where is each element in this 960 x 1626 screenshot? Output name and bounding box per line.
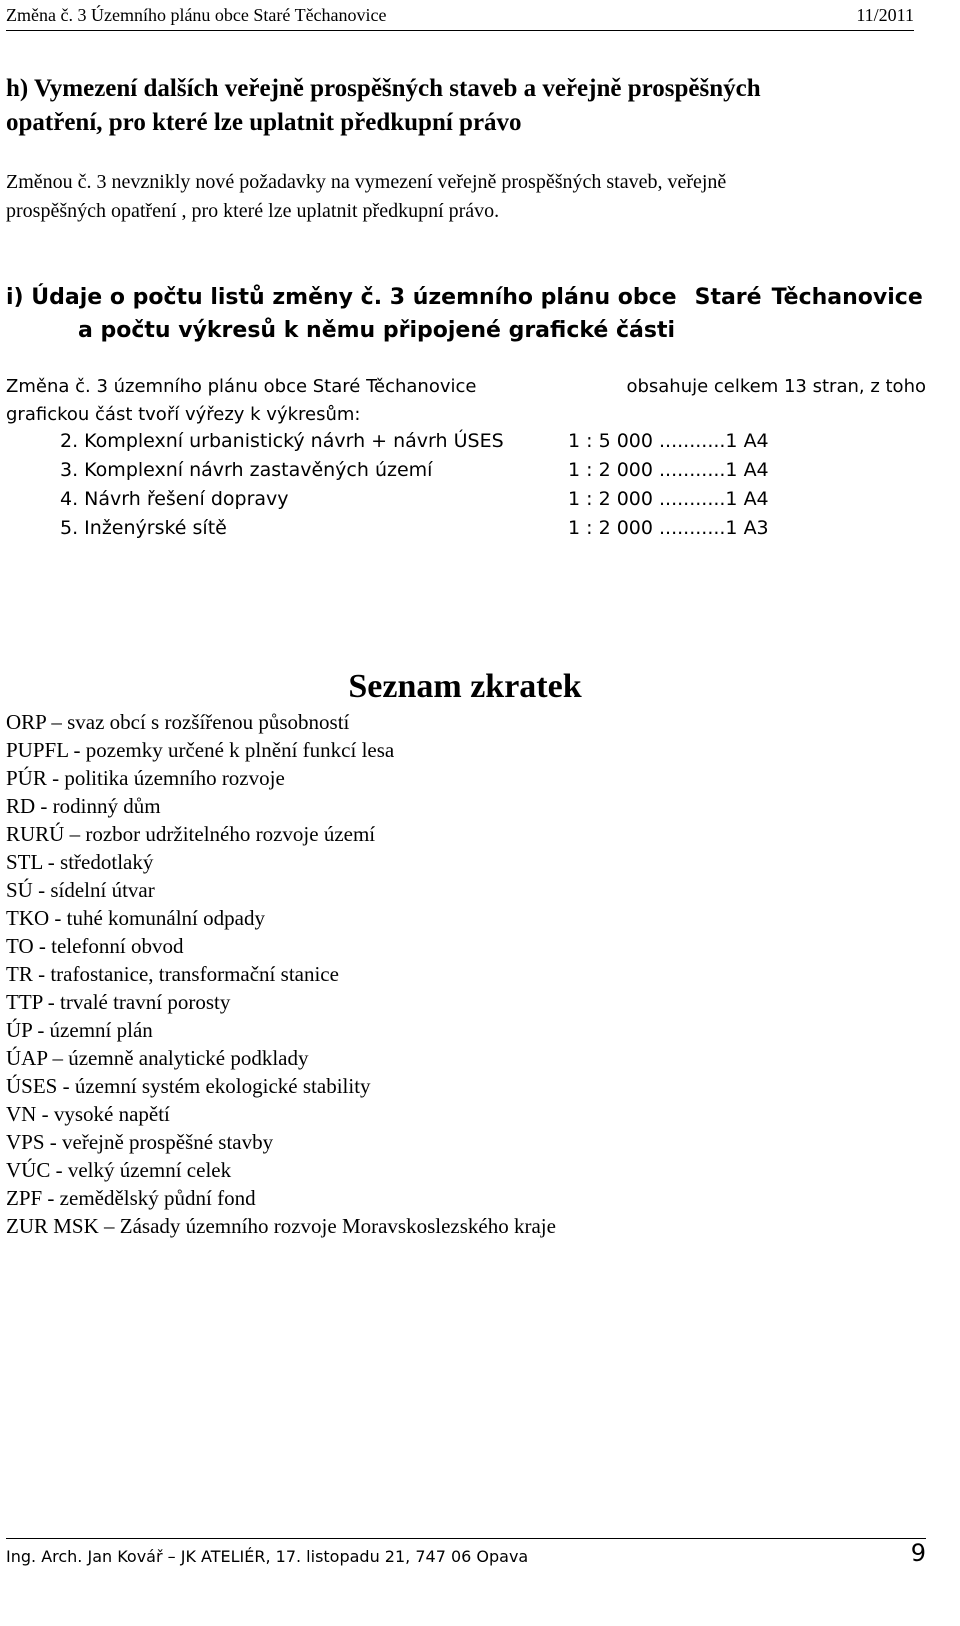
abbreviation-item: VÚC - velký územní celek xyxy=(6,1158,232,1182)
abbreviation-item: ZUR MSK – Zásady územního rozvoje Moravskoslezského kraje xyxy=(6,1214,556,1238)
abbreviation-item: ÚAP – územně analytické podklady xyxy=(6,1046,309,1070)
section-i-paragraph-line2: grafickou část tvoří výřezy k výkresům: xyxy=(6,404,361,425)
section-i-paragraph xyxy=(6,373,926,429)
page-number: 9 xyxy=(910,1539,926,1567)
abbreviations-title: Seznam zkratek xyxy=(348,668,582,705)
section-h-heading xyxy=(6,72,926,140)
abbreviation-item: TO - telefonní obvod xyxy=(6,934,184,958)
page-header xyxy=(6,4,914,31)
section-i-heading xyxy=(6,281,936,347)
drawing-item xyxy=(60,430,860,459)
abbreviation-item: TTP - trvalé travní porosty xyxy=(6,990,231,1014)
abbreviation-item: TKO - tuhé komunální odpady xyxy=(6,906,265,930)
drawing-item xyxy=(60,459,860,488)
page-footer xyxy=(6,1538,926,1579)
drawing-name: 3. Komplexní návrh zastavěných území xyxy=(60,459,433,481)
abbreviation-item: SÚ - sídelní útvar xyxy=(6,878,155,902)
abbreviation-item: ZPF - zemědělský půdní fond xyxy=(6,1186,256,1210)
abbreviation-item: RURÚ – rozbor udržitelného rozvoje území xyxy=(6,822,376,846)
drawing-scale: 1 : 5 000 ...........1 A4 xyxy=(568,430,769,452)
section-h-paragraph-line1: Změnou č. 3 nevznikly nové požadavky na vymezení veřejně prospěšných staveb, veřejně xyxy=(6,171,727,193)
section-i-part2: Staré xyxy=(694,285,762,310)
abbreviation-item: ÚP - územní plán xyxy=(6,1018,153,1042)
abbreviation-item: TR - trafostanice, transformační stanice xyxy=(6,962,339,986)
section-h-line2: opatření, pro které lze uplatnit předkupní právo xyxy=(6,109,522,136)
footer-author: Ing. Arch. Jan Kovář – JK ATELIÉR, 17. listopadu 21, 747 06 Opava xyxy=(6,1547,529,1566)
drawing-scale: 1 : 2 000 ...........1 A4 xyxy=(568,488,769,510)
section-i-paragraph-left: Změna č. 3 územního plánu obce Staré Těchanovice xyxy=(6,376,477,397)
drawing-name: 2. Komplexní urbanistický návrh + návrh ÚSES xyxy=(60,430,504,452)
section-h-paragraph-line2: prospěšných opatření , pro které lze uplatnit předkupní právo. xyxy=(6,200,500,222)
abbreviation-item: ORP – svaz obcí s rozšířenou působností xyxy=(6,710,350,734)
section-h-paragraph xyxy=(6,168,926,226)
abbreviations-list xyxy=(6,708,926,1240)
abbreviation-item: VPS - veřejně prospěšné stavby xyxy=(6,1130,274,1154)
abbreviation-item: PÚR - politika územního rozvoje xyxy=(6,766,285,790)
abbreviation-item: ÚSES - územní systém ekologické stability xyxy=(6,1074,371,1098)
abbreviation-item: STL - středotlaký xyxy=(6,850,154,874)
section-i-paragraph-right: obsahuje celkem 13 stran, z toho xyxy=(626,376,926,397)
drawings-list xyxy=(60,430,860,546)
drawing-name: 5. Inženýrské sítě xyxy=(60,517,227,539)
abbreviation-item: RD - rodinný dům xyxy=(6,794,161,818)
section-i-part3: Těchanovice xyxy=(771,285,923,310)
drawing-item xyxy=(60,488,860,517)
document-date: 11/2011 xyxy=(856,5,914,25)
section-h-line1: h) Vymezení dalších veřejně prospěšných staveb a veřejně prospěšných xyxy=(6,75,761,102)
drawing-name: 4. Návrh řešení dopravy xyxy=(60,488,289,510)
abbreviation-item: VN - vysoké napětí xyxy=(6,1102,170,1126)
drawing-scale: 1 : 2 000 ...........1 A3 xyxy=(568,517,769,539)
drawing-item xyxy=(60,517,860,546)
section-i-line2: a počtu výkresů k němu připojené grafické části xyxy=(78,318,676,343)
section-i-part1: i) Údaje o počtu listů změny č. 3 územního plánu obce xyxy=(6,285,677,310)
document-title: Změna č. 3 Územního plánu obce Staré Těchanovice xyxy=(6,5,387,25)
abbreviation-item: PUPFL - pozemky určené k plnění funkcí lesa xyxy=(6,738,395,762)
drawing-scale: 1 : 2 000 ...........1 A4 xyxy=(568,459,769,481)
